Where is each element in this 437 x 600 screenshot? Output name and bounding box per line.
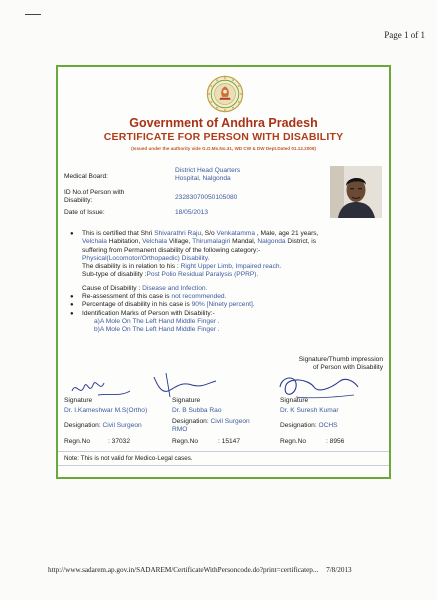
person-name: Shivarathri Raju bbox=[154, 230, 202, 237]
signature-label: Signature bbox=[172, 397, 201, 404]
designation-label: Designation: bbox=[172, 418, 209, 425]
text: The disability is in relation to his : bbox=[82, 263, 181, 271]
designation-row bbox=[64, 422, 142, 429]
designation-label: Designation: bbox=[280, 422, 317, 429]
text: Cause of Disability : bbox=[82, 284, 143, 292]
regn-label: Regn.No bbox=[64, 438, 91, 445]
text: Mandal, bbox=[230, 238, 258, 246]
district: Nalgonda bbox=[257, 238, 286, 246]
certificate-body bbox=[64, 230, 388, 335]
designation-value-2: RMO bbox=[172, 426, 188, 433]
date-label: Date of Issue: bbox=[64, 209, 105, 216]
identification-mark-b: b)A Mole On The Left Hand Middle Finger . bbox=[94, 326, 220, 334]
designation-label: Designation: bbox=[64, 422, 101, 429]
cause-row bbox=[64, 285, 388, 293]
designation-value: OCHS bbox=[318, 422, 338, 429]
regn-value: : 15147 bbox=[218, 438, 240, 445]
footer-url[interactable]: http://www.sadarem.ap.gov.in/SADAREM/CertificateWithPersoncode.do?print=certificatep... bbox=[48, 566, 319, 574]
village: Velchala bbox=[142, 238, 168, 246]
thumb-label-line1: Signature/Thumb impression bbox=[298, 356, 383, 363]
text: , S/o bbox=[201, 230, 217, 237]
father-name: Venkatamma bbox=[216, 230, 256, 237]
signatory-name: Dr. K Suresh Kumar bbox=[280, 407, 339, 414]
percentage-row bbox=[64, 301, 388, 309]
designation-value: Civil Surgeon bbox=[102, 422, 142, 429]
text: District, is bbox=[285, 238, 316, 246]
regn-label: Regn.No bbox=[280, 438, 307, 445]
certificate-frame bbox=[56, 65, 391, 479]
medical-board-label: Medical Board: bbox=[64, 173, 108, 180]
percentage-value: 90% [Ninety percent]. bbox=[191, 301, 255, 309]
medico-legal-note: Note: This is not valid for Medico-Legal cases. bbox=[64, 455, 193, 462]
identification-label: Identification Marks of Person with Disability:- bbox=[82, 309, 215, 317]
regn-value: : 8956 bbox=[326, 438, 345, 445]
print-footer bbox=[48, 566, 352, 574]
designation-row bbox=[280, 422, 338, 429]
signatory-name: Dr. I.Kameshwar M.S(Ortho) bbox=[64, 407, 148, 414]
id-label-line1: ID No.of Person with bbox=[64, 189, 125, 196]
disability-relation: Right Upper Limb, Impaired reach. bbox=[180, 263, 282, 271]
text: , Male, age 21 years, bbox=[255, 230, 319, 237]
disability-category: Physical(Locomotor/Orthopaedic) Disability. bbox=[82, 254, 210, 262]
footer-date: 7/8/2013 bbox=[326, 566, 352, 574]
text: suffering from Permanent disability of the following category:- bbox=[82, 246, 261, 254]
certificate-title: CERTIFICATE FOR PERSON WITH DISABILITY bbox=[103, 131, 344, 143]
identification-row bbox=[64, 310, 388, 318]
signature-label: Signature bbox=[280, 397, 309, 404]
text: This is certified that Shri bbox=[82, 230, 155, 237]
mandal: Thirumalagiri bbox=[192, 238, 231, 246]
id-label-line2: Disability: bbox=[64, 197, 93, 204]
reassessment-value: not recommended. bbox=[171, 293, 227, 301]
divider bbox=[58, 465, 389, 466]
bullet-icon: ● bbox=[70, 310, 74, 317]
issued-under: (Issued under the authority vide G.O.Ms.No.31, WD CW & DW Dept.Dated 01.12.2009) bbox=[131, 146, 316, 151]
bullet-icon: ● bbox=[70, 302, 74, 309]
text: Sub-type of disability : bbox=[82, 271, 147, 279]
signatory-name: Dr. B Subba Rao bbox=[172, 407, 222, 414]
reassessment-row bbox=[64, 293, 388, 301]
page-number: Page 1 of 1 bbox=[384, 30, 425, 40]
bullet-icon: ● bbox=[70, 294, 74, 301]
regn-value: : 37032 bbox=[108, 438, 130, 445]
top-dash bbox=[25, 14, 41, 15]
date-value: 18/05/2013 bbox=[175, 209, 209, 216]
state-emblem-icon bbox=[206, 75, 244, 113]
text: Percentage of disability in his case is bbox=[82, 301, 192, 309]
habitation: Velchala bbox=[82, 238, 107, 246]
certification-paragraph bbox=[64, 230, 388, 280]
identification-mark-a: a)A Mole On The Left Hand Middle Finger . bbox=[94, 317, 220, 325]
disability-subtype: Post Polio Residual Paralysis (PPRP). bbox=[146, 271, 259, 279]
person-photo bbox=[330, 166, 382, 218]
medical-board-value-line1: District Head Quarters bbox=[175, 167, 241, 174]
text: Re-assessment of this case is bbox=[82, 293, 172, 301]
signatures-handwritten bbox=[58, 367, 393, 407]
government-title: Government of Andhra Pradesh bbox=[129, 116, 318, 130]
designation-row bbox=[172, 418, 250, 425]
designation-value: Civil Surgeon bbox=[210, 418, 250, 425]
medical-board-value-line2: Hospital, Nalgonda bbox=[175, 175, 231, 182]
signature-label: Signature bbox=[64, 397, 93, 404]
text: Habitation, bbox=[106, 238, 143, 246]
cause-value: Disease and Infection. bbox=[142, 284, 208, 292]
id-value: 23283070050105080 bbox=[175, 194, 238, 201]
regn-label: Regn.No bbox=[172, 438, 199, 445]
thumb-label-line2: of Person with Disability bbox=[313, 364, 383, 372]
bullet-icon: ● bbox=[70, 231, 74, 237]
divider bbox=[58, 451, 389, 452]
text: Village, bbox=[167, 238, 193, 246]
